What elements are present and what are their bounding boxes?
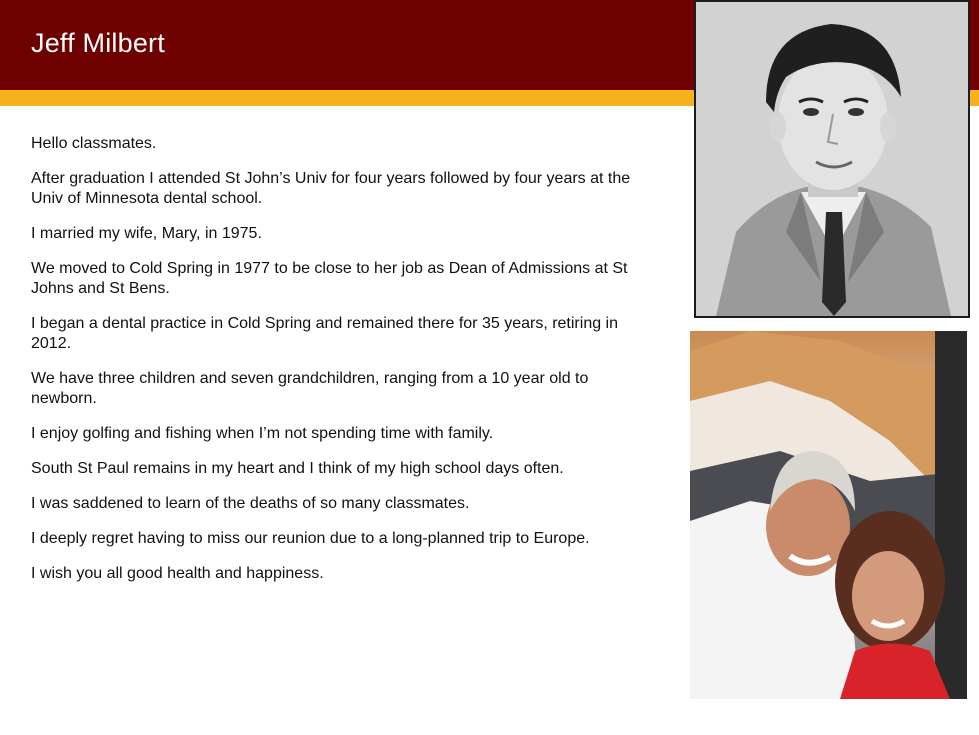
paragraph: I was saddened to learn of the deaths of so many classmates. bbox=[31, 495, 470, 512]
yearbook-portrait-photo bbox=[694, 0, 970, 318]
slide-title: Jeff Milbert bbox=[31, 28, 165, 58]
recent-couple-photo bbox=[690, 331, 967, 699]
paragraph: I deeply regret having to miss our reunion due to a long-planned trip to Europe. bbox=[31, 530, 590, 547]
paragraph: We have three children and seven grandchildren, ranging from a 10 year old to newborn. bbox=[31, 370, 589, 407]
paragraph: After graduation I attended St John’s Univ for four years followed by four years at the Univ of Minnesota dental school. bbox=[31, 170, 631, 207]
paragraph: We moved to Cold Spring in 1977 to be close to her job as Dean of Admissions at St Johns and St Bens. bbox=[31, 260, 628, 297]
paragraph: Hello classmates. bbox=[31, 135, 157, 152]
body-text bbox=[31, 134, 631, 599]
paragraph: I enjoy golfing and fishing when I’m not spending time with family. bbox=[31, 425, 494, 442]
paragraph: I wish you all good health and happiness. bbox=[31, 565, 324, 582]
paragraph: South St Paul remains in my heart and I think of my high school days often. bbox=[31, 460, 564, 477]
couple-illustration bbox=[690, 331, 967, 699]
paragraph: I began a dental practice in Cold Spring and remained there for 35 years, retiring in 2012. bbox=[31, 315, 619, 352]
paragraph: I married my wife, Mary, in 1975. bbox=[31, 225, 262, 242]
portrait-illustration bbox=[696, 2, 968, 316]
